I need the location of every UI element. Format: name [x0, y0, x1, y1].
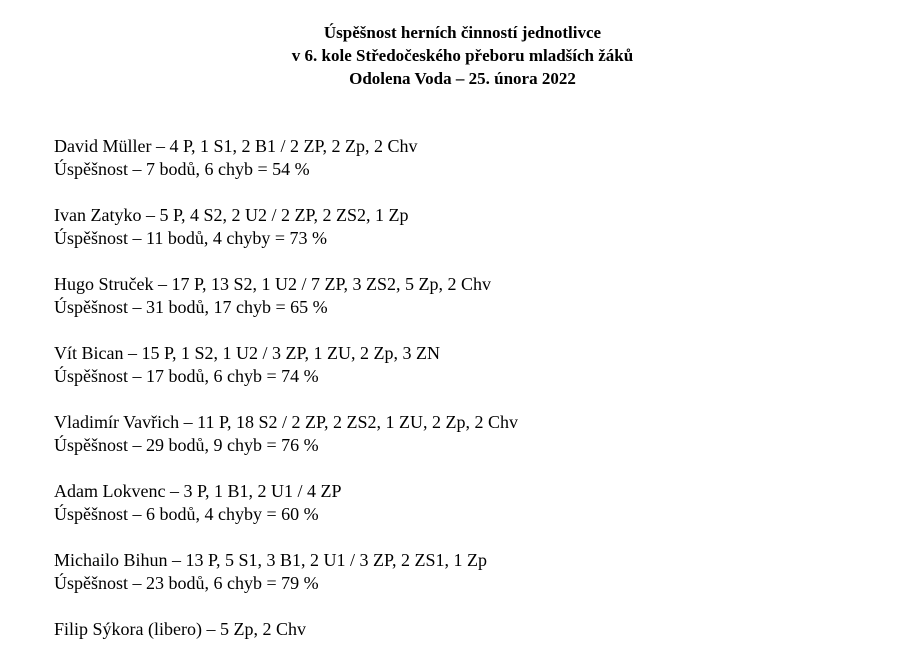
player-entry: [54, 549, 887, 595]
player-success: Úspěšnost – 31 bodů, 17 chyb = 65 %: [54, 297, 328, 317]
player-stats: Vladimír Vavřich – 11 P, 18 S2 / 2 ZP, 2 ZS2, 1 ZU, 2 Zp, 2 Chv: [54, 412, 519, 432]
player-success: Úspěšnost – 7 bodů, 6 chyb = 54 %: [54, 159, 310, 179]
player-entry: [54, 204, 887, 250]
player-stats: Ivan Zatyko – 5 P, 4 S2, 2 U2 / 2 ZP, 2 ZS2, 1 Zp: [54, 205, 409, 225]
player-list: [54, 135, 887, 664]
document-subtitle: v 6. kole Středočeského přeboru mladších žáků: [291, 46, 634, 65]
player-entry: [54, 480, 887, 526]
player-stats: David Müller – 4 P, 1 S1, 2 B1 / 2 ZP, 2 Zp, 2 Chv: [54, 136, 418, 156]
player-success: Úspěšnost – 11 bodů, 4 chyby = 73 %: [54, 228, 327, 248]
player-entry: [54, 273, 887, 319]
player-entry: [54, 618, 887, 641]
player-success: Úspěšnost – 23 bodů, 6 chyb = 79 %: [54, 573, 319, 593]
document-header: [0, 21, 907, 90]
player-stats: Vít Bican – 15 P, 1 S2, 1 U2 / 3 ZP, 1 ZU, 2 Zp, 3 ZN: [54, 343, 441, 363]
player-success: Úspěšnost – 29 bodů, 9 chyb = 76 %: [54, 435, 319, 455]
player-entry: [54, 135, 887, 181]
player-stats: Filip Sýkora (libero) – 5 Zp, 2 Chv: [54, 619, 306, 639]
player-stats: Adam Lokvenc – 3 P, 1 B1, 2 U1 / 4 ZP: [54, 481, 342, 501]
player-entry: [54, 342, 887, 388]
player-entry: [54, 411, 887, 457]
document-venue-date: Odolena Voda – 25. února 2022: [349, 69, 576, 88]
player-success: Úspěšnost – 6 bodů, 4 chyby = 60 %: [54, 504, 319, 524]
player-stats: Michailo Bihun – 13 P, 5 S1, 3 B1, 2 U1 / 3 ZP, 2 ZS1, 1 Zp: [54, 550, 488, 570]
player-success: Úspěšnost – 17 bodů, 6 chyb = 74 %: [54, 366, 319, 386]
player-stats: Hugo Struček – 17 P, 13 S2, 1 U2 / 7 ZP, 3 ZS2, 5 Zp, 2 Chv: [54, 274, 492, 294]
document-title: Úspěšnost herních činností jednotlivce: [323, 23, 602, 42]
